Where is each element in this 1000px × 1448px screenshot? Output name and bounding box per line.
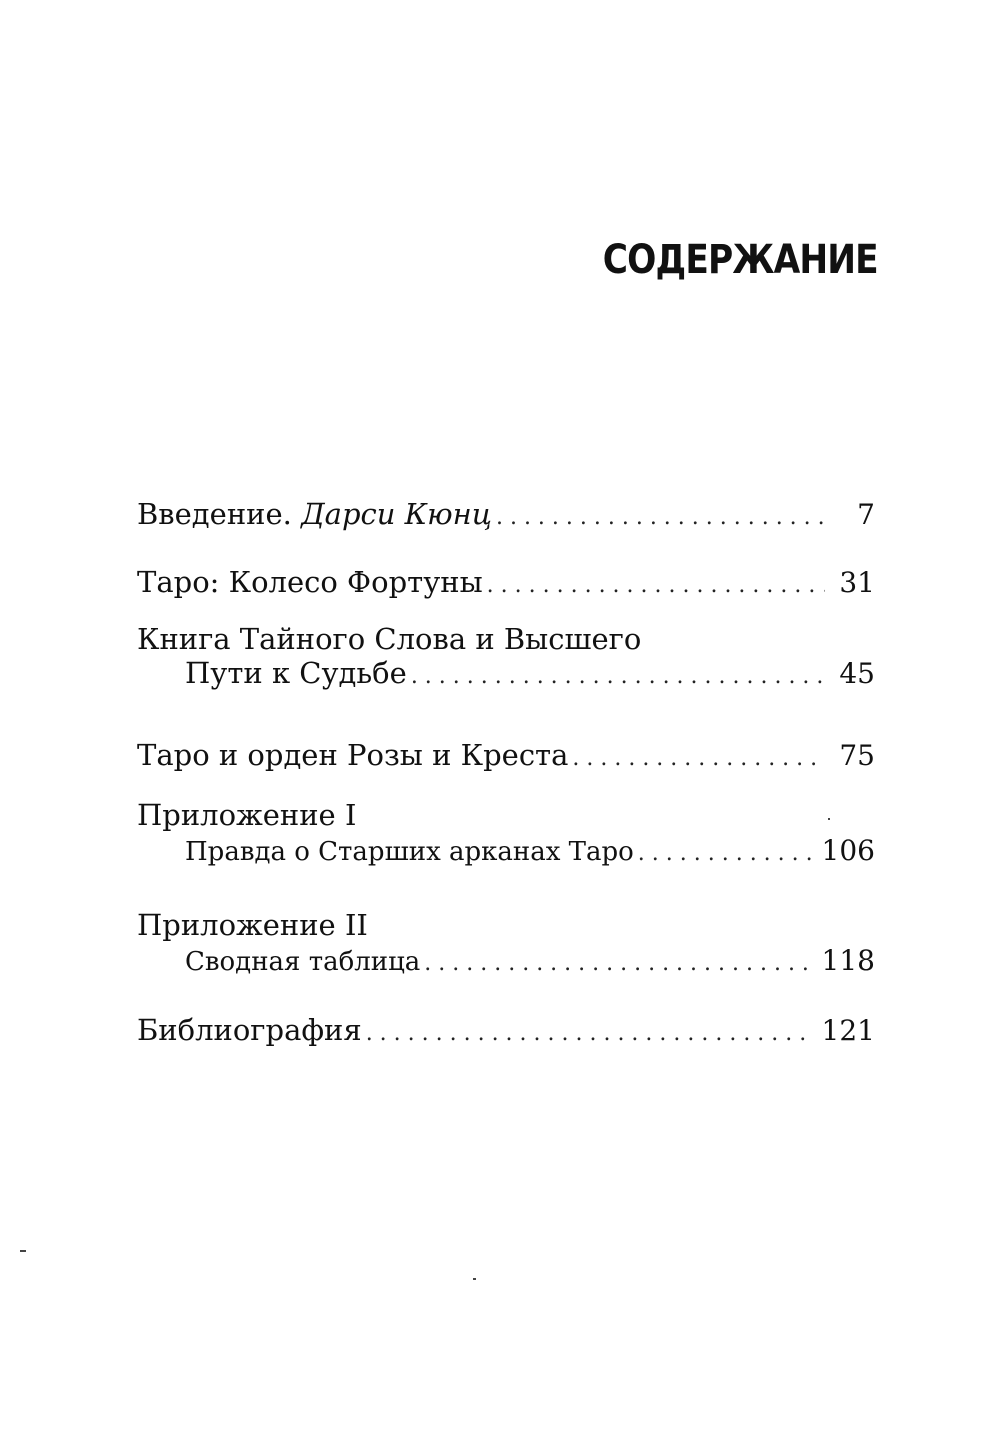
toc-page-number: 75 — [839, 739, 875, 772]
toc-entry-author: Дарси Кюнц — [301, 497, 492, 531]
toc-page-number: 31 — [839, 566, 875, 599]
toc-line — [137, 908, 875, 945]
toc-line — [137, 622, 875, 659]
toc-line — [137, 1013, 875, 1052]
toc-appendix-heading: Приложение I — [137, 798, 357, 832]
dot-leader — [638, 839, 812, 865]
scan-speck — [473, 1278, 476, 1280]
toc-entry-label: Введение. — [137, 497, 292, 531]
toc-entry-title-line2: Пути к Судьбе — [185, 656, 407, 690]
toc-entry-appendix-1[interactable] — [137, 798, 875, 911]
dot-leader — [572, 741, 825, 770]
dot-leader — [496, 500, 825, 529]
toc-entry-title: Таро и орден Розы и Креста — [137, 738, 569, 772]
table-of-contents — [137, 497, 875, 1056]
dot-leader — [366, 1016, 812, 1045]
scan-speck — [828, 818, 830, 820]
toc-page-number: 118 — [821, 944, 875, 977]
toc-entry-title: Таро: Колесо Фортуны — [137, 565, 483, 599]
toc-line — [137, 834, 875, 873]
toc-page-number: 7 — [857, 498, 875, 531]
page-title: СОДЕРЖАНИЕ — [602, 237, 878, 283]
toc-line — [137, 944, 875, 983]
toc-entry-introduction[interactable] — [137, 497, 875, 568]
toc-line — [137, 656, 875, 695]
toc-line — [137, 798, 875, 835]
toc-page-number: 121 — [821, 1014, 875, 1047]
dot-leader — [411, 659, 825, 688]
toc-entry-appendix-2[interactable] — [137, 908, 875, 1016]
toc-entry-title-line1: Книга Тайного Слова и Высшего — [137, 622, 642, 656]
toc-entry-title: Библиография — [137, 1013, 362, 1047]
toc-entry-title — [137, 497, 492, 531]
toc-entry-title: Правда о Старших арканах Таро — [185, 837, 634, 867]
toc-entry-wheel-of-fortune[interactable] — [137, 565, 875, 625]
dot-leader — [487, 568, 825, 597]
toc-appendix-heading: Приложение II — [137, 908, 368, 942]
toc-entry-bibliography[interactable] — [137, 1013, 875, 1056]
toc-line — [137, 497, 875, 536]
dot-leader — [424, 949, 811, 975]
toc-entry-rosy-cross[interactable] — [137, 738, 875, 801]
scan-speck — [20, 1250, 26, 1252]
toc-entry-book-of-secret-word[interactable] — [137, 622, 875, 741]
toc-page-number: 106 — [821, 834, 875, 867]
toc-page-number: 45 — [839, 657, 875, 690]
toc-line — [137, 565, 875, 604]
toc-entry-title: Сводная таблица — [185, 947, 421, 977]
toc-line — [137, 738, 875, 777]
